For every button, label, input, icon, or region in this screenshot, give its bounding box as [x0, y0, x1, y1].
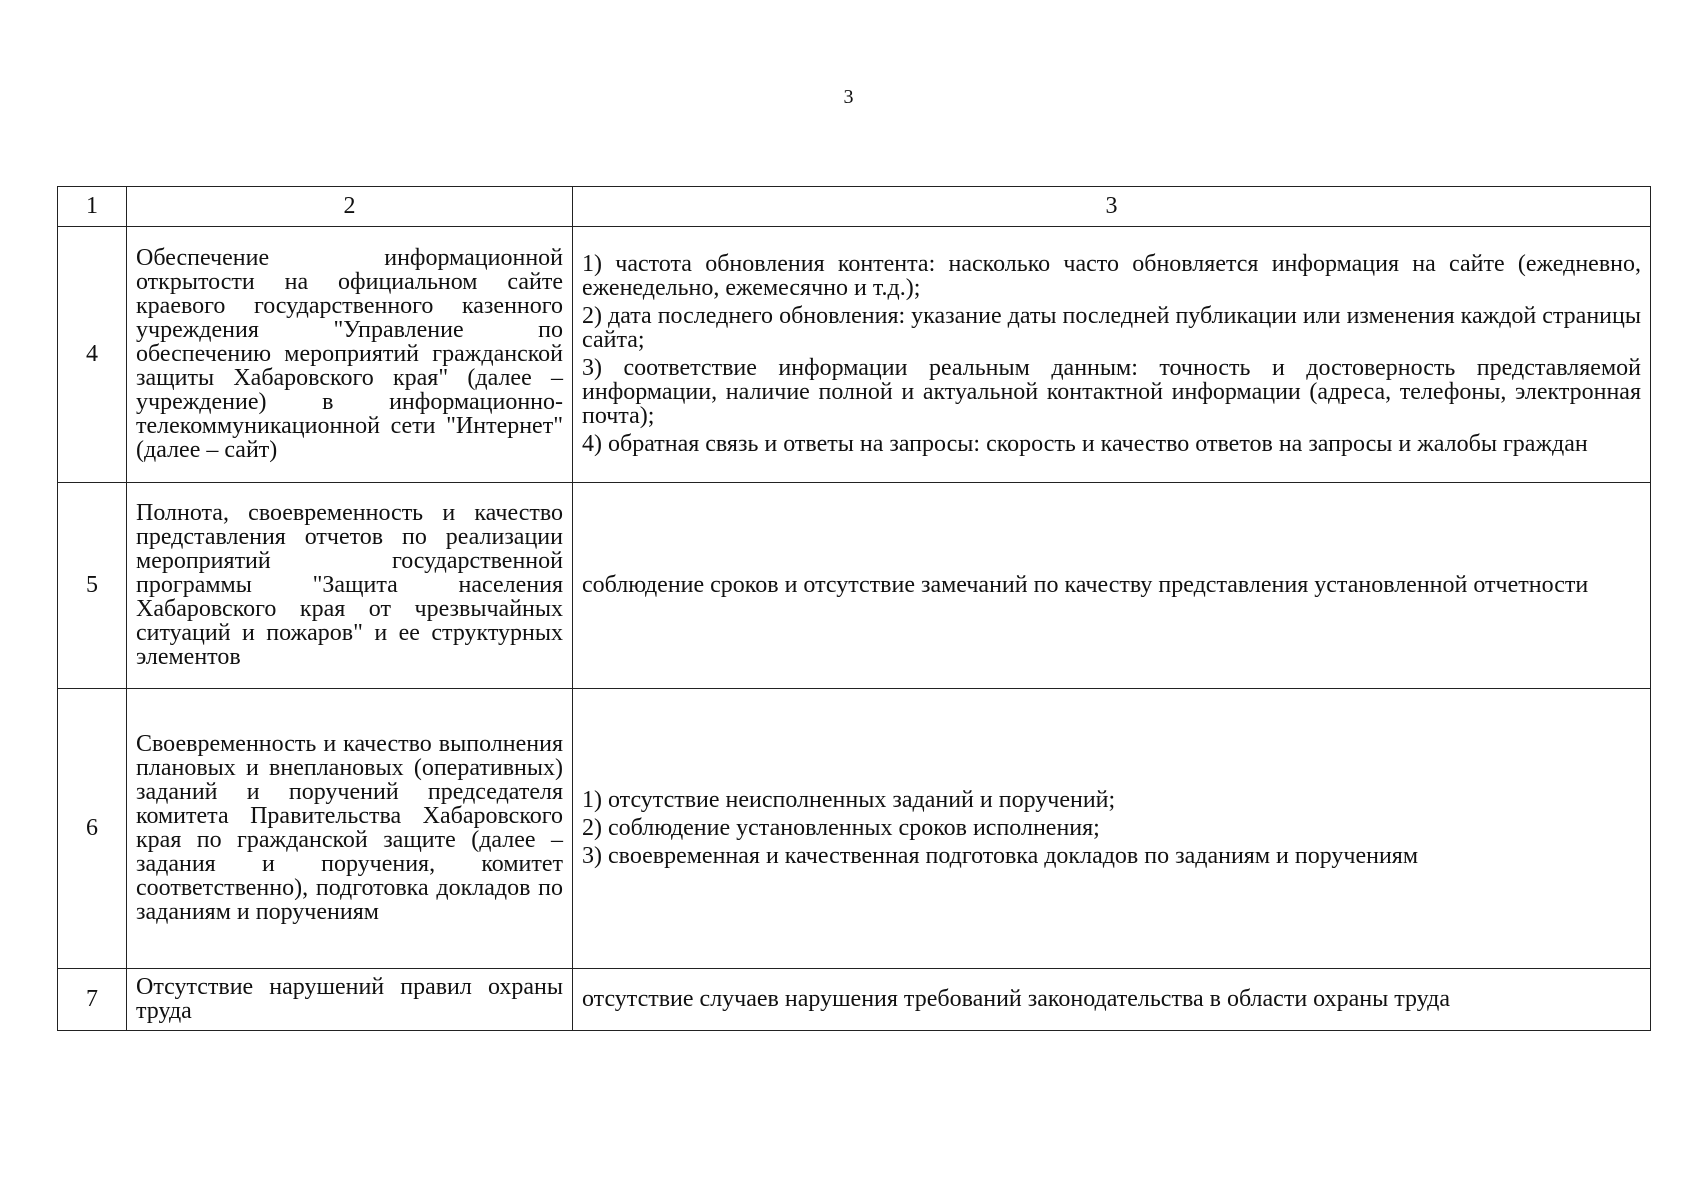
column-header-2: 2 — [127, 187, 573, 227]
criteria-item: 2) соблюдение установленных сроков исполнения; — [582, 815, 1100, 841]
criteria-table — [57, 186, 1651, 1031]
criteria-item: 3) соответствие информации реальным данным: точность и достоверность представляемой информации, наличие полной и актуальной контактной информации (адреса, телефоны, электронная почта); — [582, 355, 1641, 429]
indicator-name: Своевременность и качество выполнения плановых и внеплановых (оперативных) заданий и поручений председателя комитета Правительства Хабаровского края по гражданской защите (далее – задания и поручения, комитет соответственно), подготовка докладов по заданиям и поручениям — [127, 689, 573, 969]
criteria-item: соблюдение сроков и отсутствие замечаний по качеству представления установленной отчетности — [582, 572, 1589, 598]
criteria-item: 3) своевременная и качественная подготовка докладов по заданиям и поручениям — [582, 843, 1419, 869]
criteria-item: 2) дата последнего обновления: указание даты последней публикации или изменения каждой страницы сайта; — [582, 303, 1641, 353]
criteria-cell — [573, 969, 1651, 1031]
criteria-item: 1) частота обновления контента: насколько часто обновляется информация на сайте (ежедневно, еженедельно, ежемесячно и т.д.); — [582, 251, 1641, 301]
criteria-item: 4) обратная связь и ответы на запросы: скорость и качество ответов на запросы и жалобы граждан — [582, 431, 1588, 457]
table-row — [58, 483, 1651, 689]
column-header-1: 1 — [58, 187, 127, 227]
criteria-cell — [573, 483, 1651, 689]
column-header-3: 3 — [573, 187, 1651, 227]
indicator-name: Обеспечение информационной открытости на официальном сайте краевого государственного казенного учреждения "Управление по обеспечению мероприятий гражданской защиты Хабаровского края" (далее – учреждение) в информационно-телекоммуникационной сети "Интернет" (далее – сайт) — [127, 227, 573, 483]
table-row — [58, 689, 1651, 969]
criteria-cell — [573, 227, 1651, 483]
table-header-row — [58, 187, 1651, 227]
row-number: 5 — [58, 483, 127, 689]
row-number: 7 — [58, 969, 127, 1031]
indicator-name: Полнота, своевременность и качество представления отчетов по реализации мероприятий государственной программы "Защита населения Хабаровского края от чрезвычайных ситуаций и пожаров" и ее структурных элементов — [127, 483, 573, 689]
indicator-name: Отсутствие нарушений правил охраны труда — [127, 969, 573, 1031]
row-number: 6 — [58, 689, 127, 969]
criteria-item: 1) отсутствие неисполненных заданий и поручений; — [582, 787, 1116, 813]
page-number: 3 — [843, 86, 854, 108]
table-row — [58, 227, 1651, 483]
table-row — [58, 969, 1651, 1031]
criteria-cell — [573, 689, 1651, 969]
row-number: 4 — [58, 227, 127, 483]
criteria-item: отсутствие случаев нарушения требований законодательства в области охраны труда — [582, 986, 1451, 1012]
